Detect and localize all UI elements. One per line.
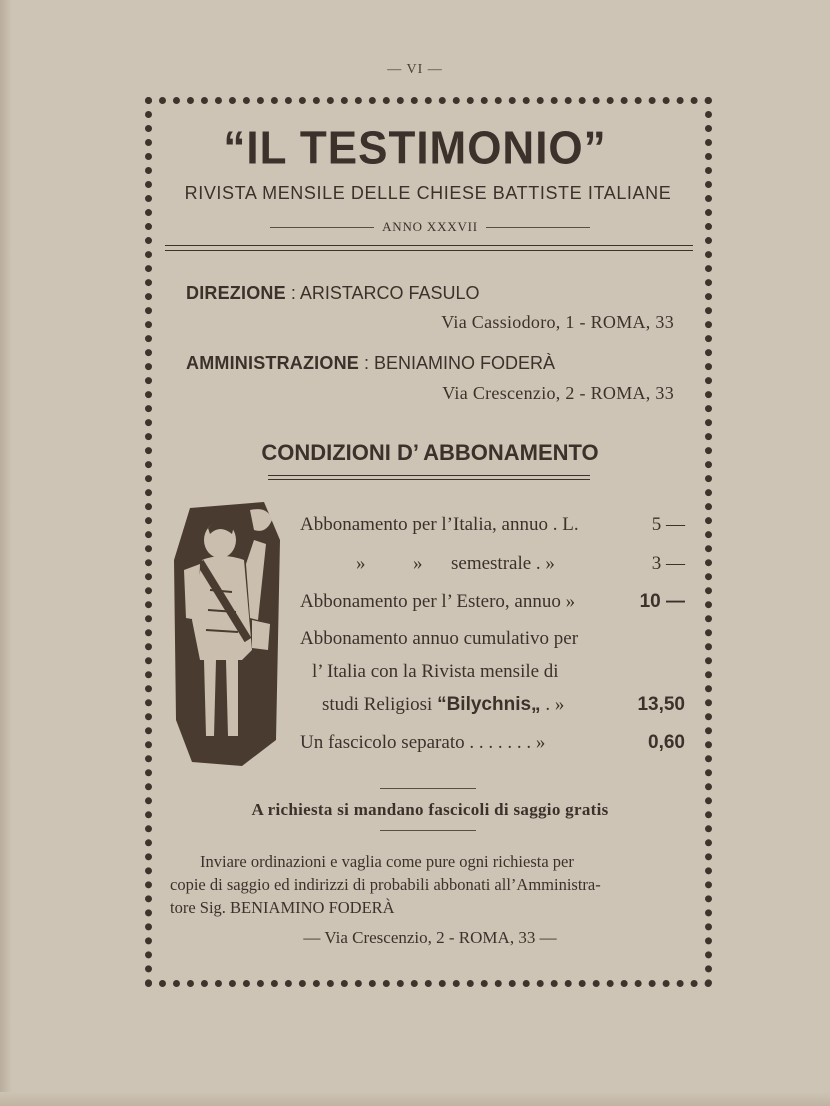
- amministrazione-colon: :: [359, 353, 375, 373]
- amministrazione-address: Via Crescenzio, 2 - ROMA, 33: [442, 383, 674, 403]
- price-cumulativo-amount: 13,50: [637, 694, 685, 715]
- instructions-line: copie di saggio ed indirizzi di probabili abbonati all’Amministra-: [170, 875, 601, 894]
- page-number: — VI —: [387, 62, 443, 77]
- magazine-title: “IL TESTIMONIO”: [223, 122, 607, 175]
- amministrazione-name: BENIAMINO FODERÀ: [374, 353, 556, 373]
- bilychnis-title: “Bilychnis„: [437, 694, 541, 715]
- year-right-rule: [486, 227, 590, 228]
- price-italia-amount: 5 —: [651, 514, 685, 535]
- amministrazione-label: AMMINISTRAZIONE: [186, 353, 359, 373]
- instructions-paragraph: [170, 850, 684, 919]
- cumulativo-post: . »: [540, 694, 565, 715]
- direzione-colon: :: [285, 283, 300, 303]
- amministrazione-line: [186, 353, 555, 374]
- instructions-line: Inviare ordinazioni e vaglia come pure ogni richiesta per: [200, 852, 574, 871]
- price-estero-amount: 10 —: [639, 591, 685, 612]
- closing-address: — Via Crescenzio, 2 - ROMA, 33 —: [303, 928, 557, 947]
- price-semestrale-amount: 3 —: [651, 553, 685, 574]
- year-row: [270, 219, 590, 235]
- instructions-line: tore Sig. BENIAMINO FODERÀ: [170, 898, 395, 917]
- year-label: ANNO XXXVII: [382, 219, 478, 234]
- direzione-address: Via Cassiodoro, 1 - ROMA, 33: [441, 312, 674, 332]
- woodcut-figure-illustration: [172, 500, 282, 768]
- price-fascicolo-label: Un fascicolo separato . . . . . . . »: [300, 732, 546, 753]
- cumulativo-pre: studi Religiosi: [322, 694, 438, 715]
- free-sample-note: A richiesta si mandano fascicoli di saggio gratis: [251, 800, 609, 819]
- direzione-line: [186, 283, 480, 304]
- header-double-rule: [165, 245, 693, 251]
- separator-rule-bottom: [380, 830, 476, 831]
- price-semestrale-label: » » semestrale . »: [356, 553, 555, 574]
- separator-rule-top: [380, 788, 476, 789]
- price-cumulativo-line1: Abbonamento annuo cumulativo per: [300, 628, 579, 649]
- price-cumulativo-line3: [322, 694, 564, 716]
- direzione-name: ARISTARCO FASULO: [299, 283, 480, 303]
- year-left-rule: [270, 227, 374, 228]
- direzione-label: DIREZIONE: [186, 283, 286, 303]
- price-fascicolo-amount: 0,60: [648, 732, 685, 753]
- page-bottom-edge: [0, 1092, 830, 1106]
- magazine-subtitle: RIVISTA MENSILE DELLE CHIESE BATTISTE ITALIANE: [184, 183, 672, 203]
- price-estero-label: Abbonamento per l’ Estero, annuo »: [300, 591, 576, 612]
- price-cumulativo-line2: l’ Italia con la Rivista mensile di: [312, 661, 559, 682]
- price-italia-label: Abbonamento per l’Italia, annuo . L.: [300, 514, 579, 535]
- conditions-double-rule: [268, 475, 590, 480]
- conditions-title: CONDIZIONI D’ ABBONAMENTO: [261, 440, 599, 465]
